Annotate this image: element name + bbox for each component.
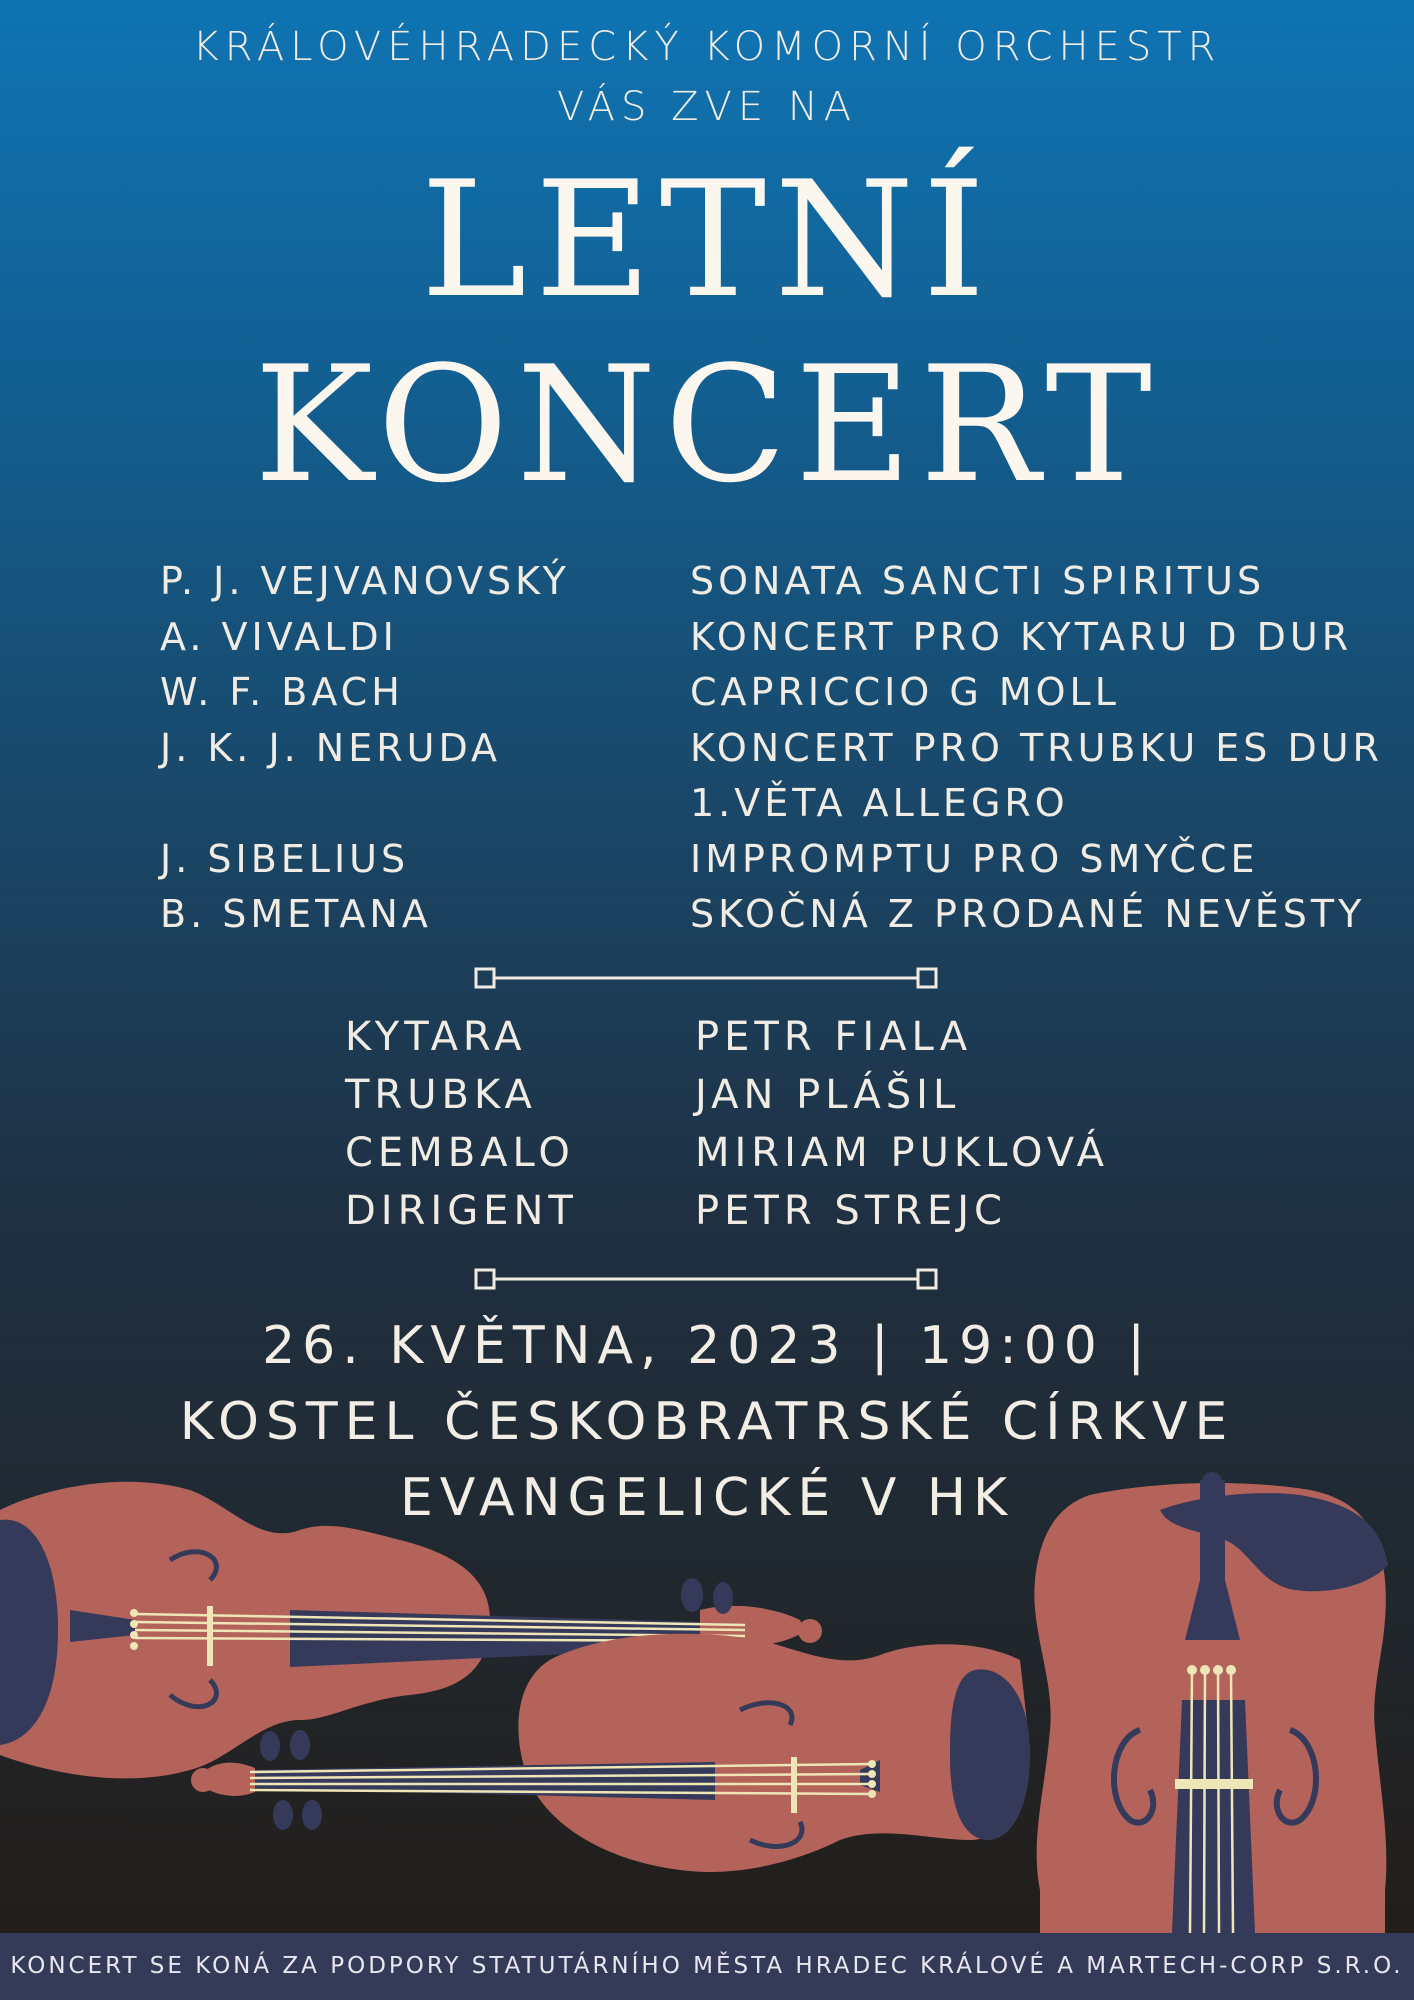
- work: KONCERT PRO KYTARU D DUR: [690, 614, 1353, 659]
- performer-name: PETR STREJC: [695, 1188, 1007, 1234]
- composer: P. J. VEJVANOVSKÝ: [160, 559, 570, 603]
- title-line-1: LETNÍ: [420, 146, 994, 333]
- work: KONCERT PRO TRUBKU ES DUR: [690, 725, 1383, 770]
- performer-role: DIRIGENT: [345, 1188, 578, 1234]
- work: 1.VĚTA ALLEGRO: [690, 781, 1069, 825]
- composer: B. SMETANA: [160, 892, 432, 936]
- header-line-2: VÁS ZVE NA: [556, 84, 858, 130]
- work: SKOČNÁ Z PRODANÉ NEVĚSTY: [690, 892, 1366, 936]
- program-works: [690, 554, 1383, 943]
- program-composers: [160, 554, 570, 943]
- event-datetime: 26. KVĚTNA, 2023 | 19:00 |: [262, 1316, 1152, 1376]
- performer-name: JAN PLÁŠIL: [695, 1072, 961, 1118]
- performer-role: CEMBALO: [345, 1130, 575, 1176]
- violins-illustration: [0, 1470, 1414, 1933]
- divider-bottom: [474, 1268, 940, 1292]
- divider-top: [474, 967, 940, 991]
- performer-role: TRUBKA: [345, 1072, 537, 1118]
- performer-roles: [345, 1008, 578, 1240]
- header-line-1: KRÁLOVÉHRADECKÝ KOMORNÍ ORCHESTR: [192, 24, 1222, 70]
- violin-right-icon: [1034, 1472, 1388, 1933]
- performer-name: PETR FIALA: [695, 1014, 973, 1060]
- composer: [160, 776, 570, 832]
- composer: J. SIBELIUS: [160, 836, 410, 881]
- composer: W. F. BACH: [160, 670, 404, 714]
- performer-role: KYTARA: [345, 1014, 527, 1060]
- composer: J. K. J. NERUDA: [160, 725, 502, 770]
- title-line-2: KONCERT: [254, 331, 1160, 518]
- performer-names: [695, 1008, 1109, 1240]
- composer: A. VIVALDI: [160, 614, 398, 659]
- event-venue-line-2: EVANGELICKÉ V HK: [399, 1468, 1015, 1528]
- work: IMPROMPTU PRO SMYČCE: [690, 836, 1259, 881]
- performer-name: MIRIAM PUKLOVÁ: [695, 1130, 1109, 1176]
- footer-sponsors: KONCERT SE KONÁ ZA PODPORY STATUTÁRNÍHO MĚSTA HRADEC KRÁLOVÉ A MARTECH-CORP S.R.O.: [0, 1933, 1414, 2000]
- work: SONATA SANCTI SPIRITUS: [690, 559, 1266, 603]
- event-venue-line-1: KOSTEL ČESKOBRATRSKÉ CÍRKVE: [179, 1392, 1235, 1452]
- work: CAPRICCIO G MOLL: [690, 670, 1120, 714]
